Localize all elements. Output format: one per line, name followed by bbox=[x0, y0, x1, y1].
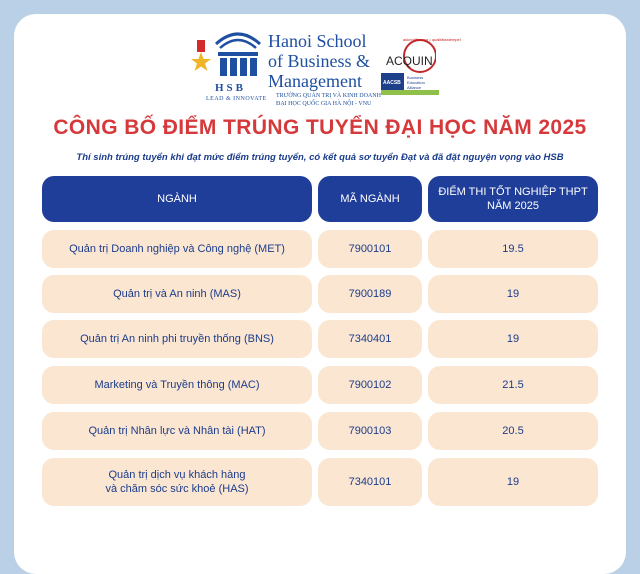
school-subtitle: TRƯỜNG QUẢN TRỊ VÀ KINH DOANH ĐẠI HỌC QUỐC GIA HÀ NỘI - VNU bbox=[276, 93, 381, 107]
row-1-code: 7900101 bbox=[318, 230, 422, 268]
aacsb-label: AACSB bbox=[383, 80, 401, 86]
hsb-logo-icon bbox=[212, 22, 264, 80]
row-3-code: 7340401 bbox=[318, 320, 422, 358]
row-2-major: Quản trị và An ninh (MAS) bbox=[42, 275, 312, 313]
row-4-score: 21.5 bbox=[428, 366, 598, 404]
hsb-tagline: LEAD & INNOVATE bbox=[206, 96, 267, 102]
row-5-code: 7900103 bbox=[318, 412, 422, 450]
row-2-code: 7900189 bbox=[318, 275, 422, 313]
row-3-score: 19 bbox=[428, 320, 598, 358]
aacsb-green-bar bbox=[381, 90, 439, 95]
header-code: MÃ NGÀNH bbox=[318, 176, 422, 222]
row-6-code: 7340101 bbox=[318, 458, 422, 506]
row-4-major: Marketing và Truyền thông (MAC) bbox=[42, 366, 312, 404]
row-6-major: Quản trị dịch vụ khách hàng và chăm sóc sức khoẻ (HAS) bbox=[42, 458, 312, 506]
school-name: Hanoi School of Business & Management bbox=[268, 31, 371, 91]
medal-star-icon bbox=[190, 40, 212, 74]
row-1-major: Quản trị Doanh nghiệp và Công nghệ (MET) bbox=[42, 230, 312, 268]
row-2-score: 19 bbox=[428, 275, 598, 313]
page-subtitle: Thí sinh trúng tuyển khi đạt mức điểm trúng tuyển, có kết quả sơ tuyển Đạt và đã đặt nguyện vọng vào HSB bbox=[76, 152, 564, 163]
row-3-major: Quản trị An ninh phi truyền thống (BNS) bbox=[42, 320, 312, 358]
row-1-score: 19.5 bbox=[428, 230, 598, 268]
row-6-score: 19 bbox=[428, 458, 598, 506]
hsb-logo-text: HSB bbox=[215, 82, 247, 94]
aacsb-alliance-text: Business Education Alliance bbox=[407, 75, 425, 90]
row-4-code: 7900102 bbox=[318, 366, 422, 404]
acquin-small-text: akkreditierung • qualitätsstempel bbox=[403, 37, 461, 42]
acquin-label: ACQUIN bbox=[386, 54, 433, 68]
row-5-major: Quản trị Nhân lực và Nhân tài (HAT) bbox=[42, 412, 312, 450]
header-major: NGÀNH bbox=[42, 176, 312, 222]
page-title: CÔNG BỐ ĐIỂM TRÚNG TUYỂN ĐẠI HỌC NĂM 2025 bbox=[53, 116, 587, 139]
header-score: ĐIỂM THI TỐT NGHIỆP THPT NĂM 2025 bbox=[428, 176, 598, 222]
row-5-score: 20.5 bbox=[428, 412, 598, 450]
